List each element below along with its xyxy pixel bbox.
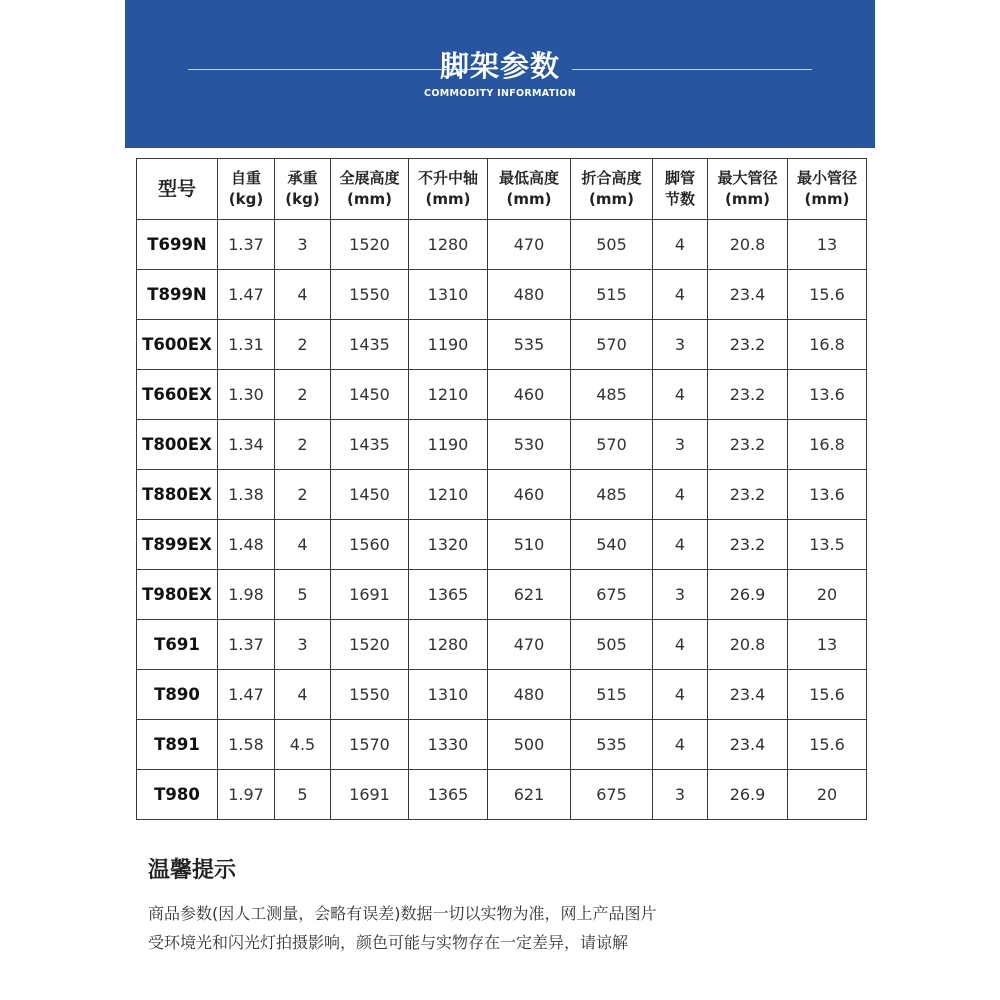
tips-title: 温馨提示 <box>148 858 237 883</box>
value-cell: 4.5 <box>275 720 331 770</box>
value-cell: 1280 <box>409 620 488 670</box>
value-cell: 3 <box>653 420 708 470</box>
value-cell: 505 <box>571 620 653 670</box>
value-cell: 4 <box>275 520 331 570</box>
value-cell: 621 <box>488 570 571 620</box>
value-cell: 1520 <box>331 620 409 670</box>
column-header <box>488 159 571 220</box>
column-unit: (kg) <box>228 190 264 208</box>
value-cell: 1.97 <box>218 770 275 820</box>
value-cell: 1.58 <box>218 720 275 770</box>
value-cell: 1550 <box>331 270 409 320</box>
table-row <box>137 220 867 270</box>
column-header <box>708 159 788 220</box>
value-cell: 13.6 <box>788 370 867 420</box>
column-unit: 节数 <box>664 190 695 208</box>
table-row <box>137 520 867 570</box>
value-cell: 1210 <box>409 470 488 520</box>
value-cell: 535 <box>571 720 653 770</box>
table-row <box>137 370 867 420</box>
column-label: 型号 <box>157 177 196 200</box>
value-cell: 15.6 <box>788 670 867 720</box>
value-cell: 26.9 <box>708 570 788 620</box>
value-cell: 3 <box>653 320 708 370</box>
value-cell: 5 <box>275 570 331 620</box>
value-cell: 1.48 <box>218 520 275 570</box>
model-cell: T899EX <box>137 520 218 570</box>
value-cell: 20.8 <box>708 620 788 670</box>
model-cell: T980EX <box>137 570 218 620</box>
column-unit: (mm) <box>725 190 770 208</box>
model-cell: T890 <box>137 670 218 720</box>
column-label: 最小管径 <box>796 169 857 187</box>
model-cell: T699N <box>137 220 218 270</box>
value-cell: 1190 <box>409 320 488 370</box>
value-cell: 1190 <box>409 420 488 470</box>
header-banner <box>125 0 875 148</box>
value-cell: 485 <box>571 370 653 420</box>
value-cell: 4 <box>653 620 708 670</box>
value-cell: 1.31 <box>218 320 275 370</box>
value-cell: 4 <box>275 270 331 320</box>
header-title: 脚架参数 <box>439 49 560 83</box>
value-cell: 1.34 <box>218 420 275 470</box>
model-cell: T600EX <box>137 320 218 370</box>
value-cell: 460 <box>488 470 571 520</box>
value-cell: 1310 <box>409 670 488 720</box>
column-unit: (mm) <box>804 190 850 208</box>
value-cell: 1550 <box>331 670 409 720</box>
column-unit: (mm) <box>425 190 471 208</box>
value-cell: 23.2 <box>708 320 788 370</box>
column-header <box>218 159 275 220</box>
value-cell: 1450 <box>331 370 409 420</box>
model-cell: T800EX <box>137 420 218 470</box>
value-cell: 1280 <box>409 220 488 270</box>
value-cell: 3 <box>275 220 331 270</box>
value-cell: 540 <box>571 520 653 570</box>
column-unit: (mm) <box>506 190 552 208</box>
column-label: 最大管径 <box>717 169 778 187</box>
header-subtitle: COMMODITY INFORMATION <box>424 88 576 99</box>
model-cell: T980 <box>137 770 218 820</box>
value-cell: 1.37 <box>218 620 275 670</box>
value-cell: 2 <box>275 320 331 370</box>
value-cell: 500 <box>488 720 571 770</box>
value-cell: 621 <box>488 770 571 820</box>
value-cell: 23.2 <box>708 420 788 470</box>
value-cell: 505 <box>571 220 653 270</box>
value-cell: 2 <box>275 470 331 520</box>
value-cell: 1450 <box>331 470 409 520</box>
value-cell: 3 <box>653 570 708 620</box>
value-cell: 530 <box>488 420 571 470</box>
value-cell: 3 <box>275 620 331 670</box>
table-row <box>137 670 867 720</box>
table-row <box>137 270 867 320</box>
value-cell: 4 <box>653 220 708 270</box>
value-cell: 4 <box>653 470 708 520</box>
value-cell: 20 <box>788 770 867 820</box>
column-label: 承重 <box>287 169 318 187</box>
table-row <box>137 770 867 820</box>
value-cell: 2 <box>275 370 331 420</box>
value-cell: 20.8 <box>708 220 788 270</box>
value-cell: 1210 <box>409 370 488 420</box>
value-cell: 470 <box>488 220 571 270</box>
value-cell: 15.6 <box>788 270 867 320</box>
column-header <box>653 159 708 220</box>
value-cell: 675 <box>571 570 653 620</box>
value-cell: 1.98 <box>218 570 275 620</box>
value-cell: 4 <box>653 720 708 770</box>
value-cell: 675 <box>571 770 653 820</box>
value-cell: 1.47 <box>218 270 275 320</box>
column-label: 折合高度 <box>581 169 642 187</box>
column-header <box>331 159 409 220</box>
value-cell: 23.2 <box>708 520 788 570</box>
value-cell: 5 <box>275 770 331 820</box>
value-cell: 535 <box>488 320 571 370</box>
value-cell: 23.4 <box>708 720 788 770</box>
value-cell: 515 <box>571 270 653 320</box>
value-cell: 480 <box>488 270 571 320</box>
column-label: 全展高度 <box>339 169 400 187</box>
table-body <box>137 220 867 820</box>
value-cell: 1560 <box>331 520 409 570</box>
value-cell: 1.37 <box>218 220 275 270</box>
column-unit: (kg) <box>285 190 320 208</box>
value-cell: 13 <box>788 620 867 670</box>
model-cell: T660EX <box>137 370 218 420</box>
value-cell: 1435 <box>331 420 409 470</box>
model-cell: T691 <box>137 620 218 670</box>
value-cell: 15.6 <box>788 720 867 770</box>
value-cell: 4 <box>653 270 708 320</box>
table-row <box>137 620 867 670</box>
value-cell: 13.5 <box>788 520 867 570</box>
value-cell: 1570 <box>331 720 409 770</box>
value-cell: 23.2 <box>708 370 788 420</box>
value-cell: 23.2 <box>708 470 788 520</box>
model-cell: T880EX <box>137 470 218 520</box>
spec-table <box>136 158 867 820</box>
column-unit: (mm) <box>347 190 392 208</box>
table-row <box>137 470 867 520</box>
value-cell: 20 <box>788 570 867 620</box>
value-cell: 1.30 <box>218 370 275 420</box>
value-cell: 23.4 <box>708 670 788 720</box>
value-cell: 16.8 <box>788 420 867 470</box>
value-cell: 4 <box>653 370 708 420</box>
model-cell: T899N <box>137 270 218 320</box>
value-cell: 4 <box>275 670 331 720</box>
value-cell: 1.47 <box>218 670 275 720</box>
value-cell: 1691 <box>331 570 409 620</box>
value-cell: 485 <box>571 470 653 520</box>
value-cell: 13 <box>788 220 867 270</box>
value-cell: 570 <box>571 420 653 470</box>
model-cell: T891 <box>137 720 218 770</box>
value-cell: 1365 <box>409 770 488 820</box>
value-cell: 1365 <box>409 570 488 620</box>
value-cell: 4 <box>653 520 708 570</box>
table-row <box>137 420 867 470</box>
value-cell: 2 <box>275 420 331 470</box>
value-cell: 470 <box>488 620 571 670</box>
value-cell: 515 <box>571 670 653 720</box>
value-cell: 510 <box>488 520 571 570</box>
value-cell: 26.9 <box>708 770 788 820</box>
value-cell: 13.6 <box>788 470 867 520</box>
value-cell: 1520 <box>331 220 409 270</box>
column-label: 最低高度 <box>498 169 559 187</box>
value-cell: 1.38 <box>218 470 275 520</box>
tips-line-1: 商品参数(因人工测量，会略有误差)数据一切以实物为准，网上产品图片 <box>148 904 657 923</box>
value-cell: 1330 <box>409 720 488 770</box>
table-row <box>137 570 867 620</box>
column-header <box>409 159 488 220</box>
value-cell: 1435 <box>331 320 409 370</box>
value-cell: 16.8 <box>788 320 867 370</box>
column-header <box>137 159 218 220</box>
table-row <box>137 720 867 770</box>
column-label: 脚管 <box>664 169 695 187</box>
value-cell: 3 <box>653 770 708 820</box>
table-header-row <box>137 159 867 220</box>
value-cell: 23.4 <box>708 270 788 320</box>
column-label: 不升中轴 <box>417 169 478 187</box>
column-label: 自重 <box>230 169 261 187</box>
value-cell: 1691 <box>331 770 409 820</box>
column-header <box>571 159 653 220</box>
column-unit: (mm) <box>589 190 634 208</box>
value-cell: 480 <box>488 670 571 720</box>
value-cell: 1320 <box>409 520 488 570</box>
column-header <box>275 159 331 220</box>
value-cell: 4 <box>653 670 708 720</box>
value-cell: 570 <box>571 320 653 370</box>
value-cell: 460 <box>488 370 571 420</box>
tips-line-2: 受环境光和闪光灯拍摄影响，颜色可能与实物存在一定差异，请谅解 <box>148 933 629 952</box>
column-header <box>788 159 867 220</box>
table-row <box>137 320 867 370</box>
value-cell: 1310 <box>409 270 488 320</box>
